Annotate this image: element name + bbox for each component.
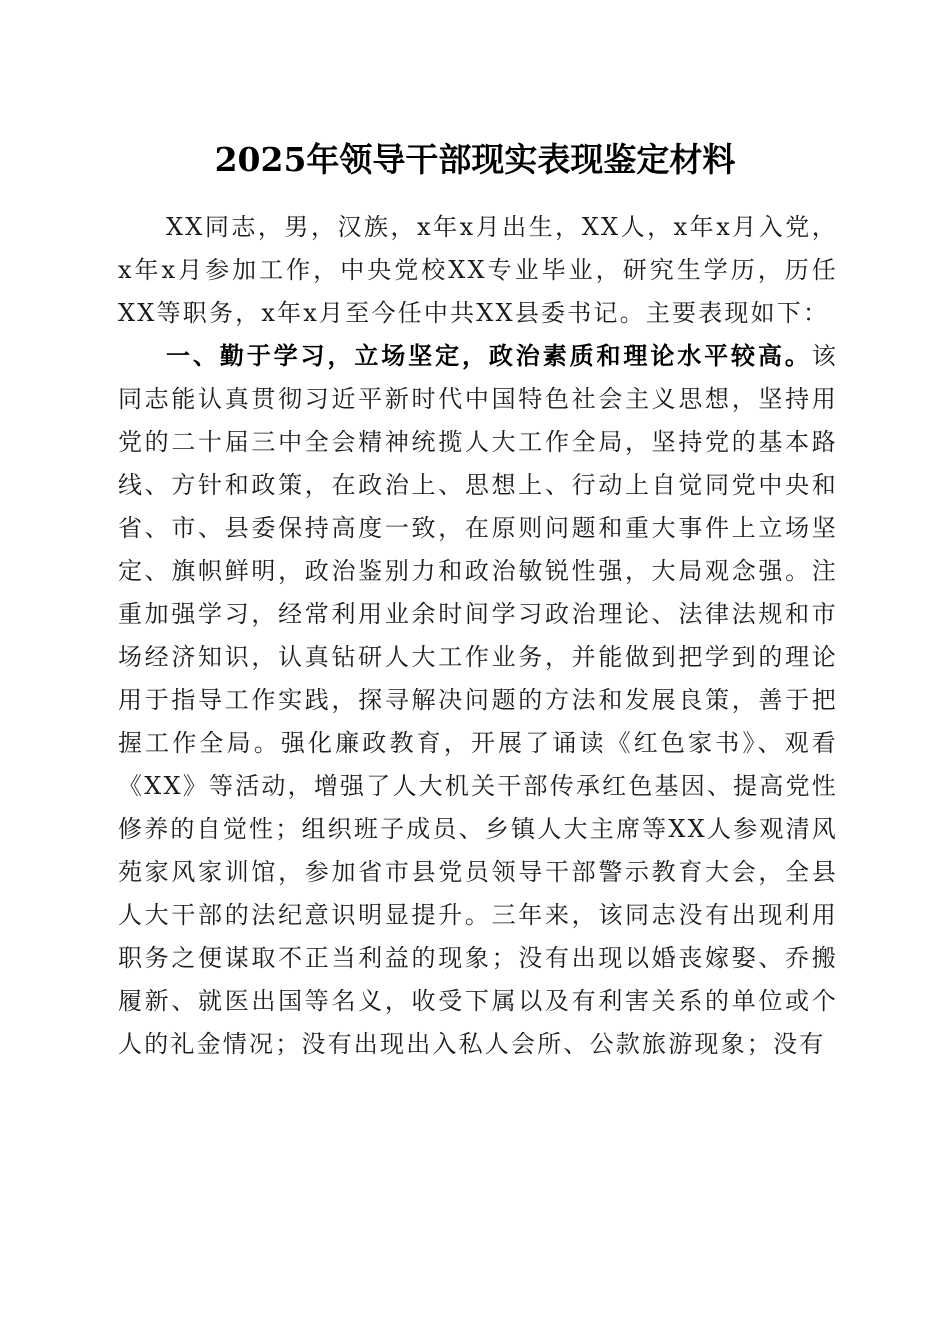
section-1-paragraph bbox=[118, 335, 838, 1066]
intro-paragraph: XX同志，男，汉族，x年x月出生，XX人，x年x月入党，x年x月参加工作，中央党校XX专业毕业，研究生学历，历任XX等职务，x年x月至今任中共XX县委书记。主要表现如下： bbox=[118, 213, 838, 327]
section-1-body: 该同志能认真贯彻习近平新时代中国特色社会主义思想，坚持用党的二十届三中全会精神统揽人大工作全局，坚持党的基本路线、方针和政策，在政治上、思想上、行动上自觉同党中央和省、市、县委保持高度一致，在原则问题和重大事件上立场坚定、旗帜鲜明，政治鉴别力和政治敏锐性强，大局观念强。注重加强学习，经常利用业余时间学习政治理论、法律法规和市场经济知识，认真钻研人大工作业务，并能做到把学到的理论用于指导工作实践，探寻解决问题的方法和发展良策，善于把握工作全局。强化廉政教育，开展了诵读《红色家书》、观看《XX》等活动，增强了人大机关干部传承红色基因、提高党性修养的自觉性；组织班子成员、乡镇人大主席等XX人参观清风苑家风家训馆，参加省市县党员领导干部警示教育大会，全县人大干部的法纪意识明显提升。三年来，该同志没有出现利用职务之便谋取不正当利益的现象；没有出现以婚丧嫁娶、乔搬履新、就医出国等名义，收受下属以及有利害关系的单位或个人的礼金情况；没有出现出入私人会所、公款旅游现象；没有 bbox=[118, 342, 838, 1058]
document-body bbox=[118, 206, 838, 1066]
section-1-heading: 一、勤于学习，立场坚定，政治素质和理论水平较高。 bbox=[166, 342, 812, 370]
document-title: 2025年领导干部现实表现鉴定材料 bbox=[214, 140, 736, 179]
